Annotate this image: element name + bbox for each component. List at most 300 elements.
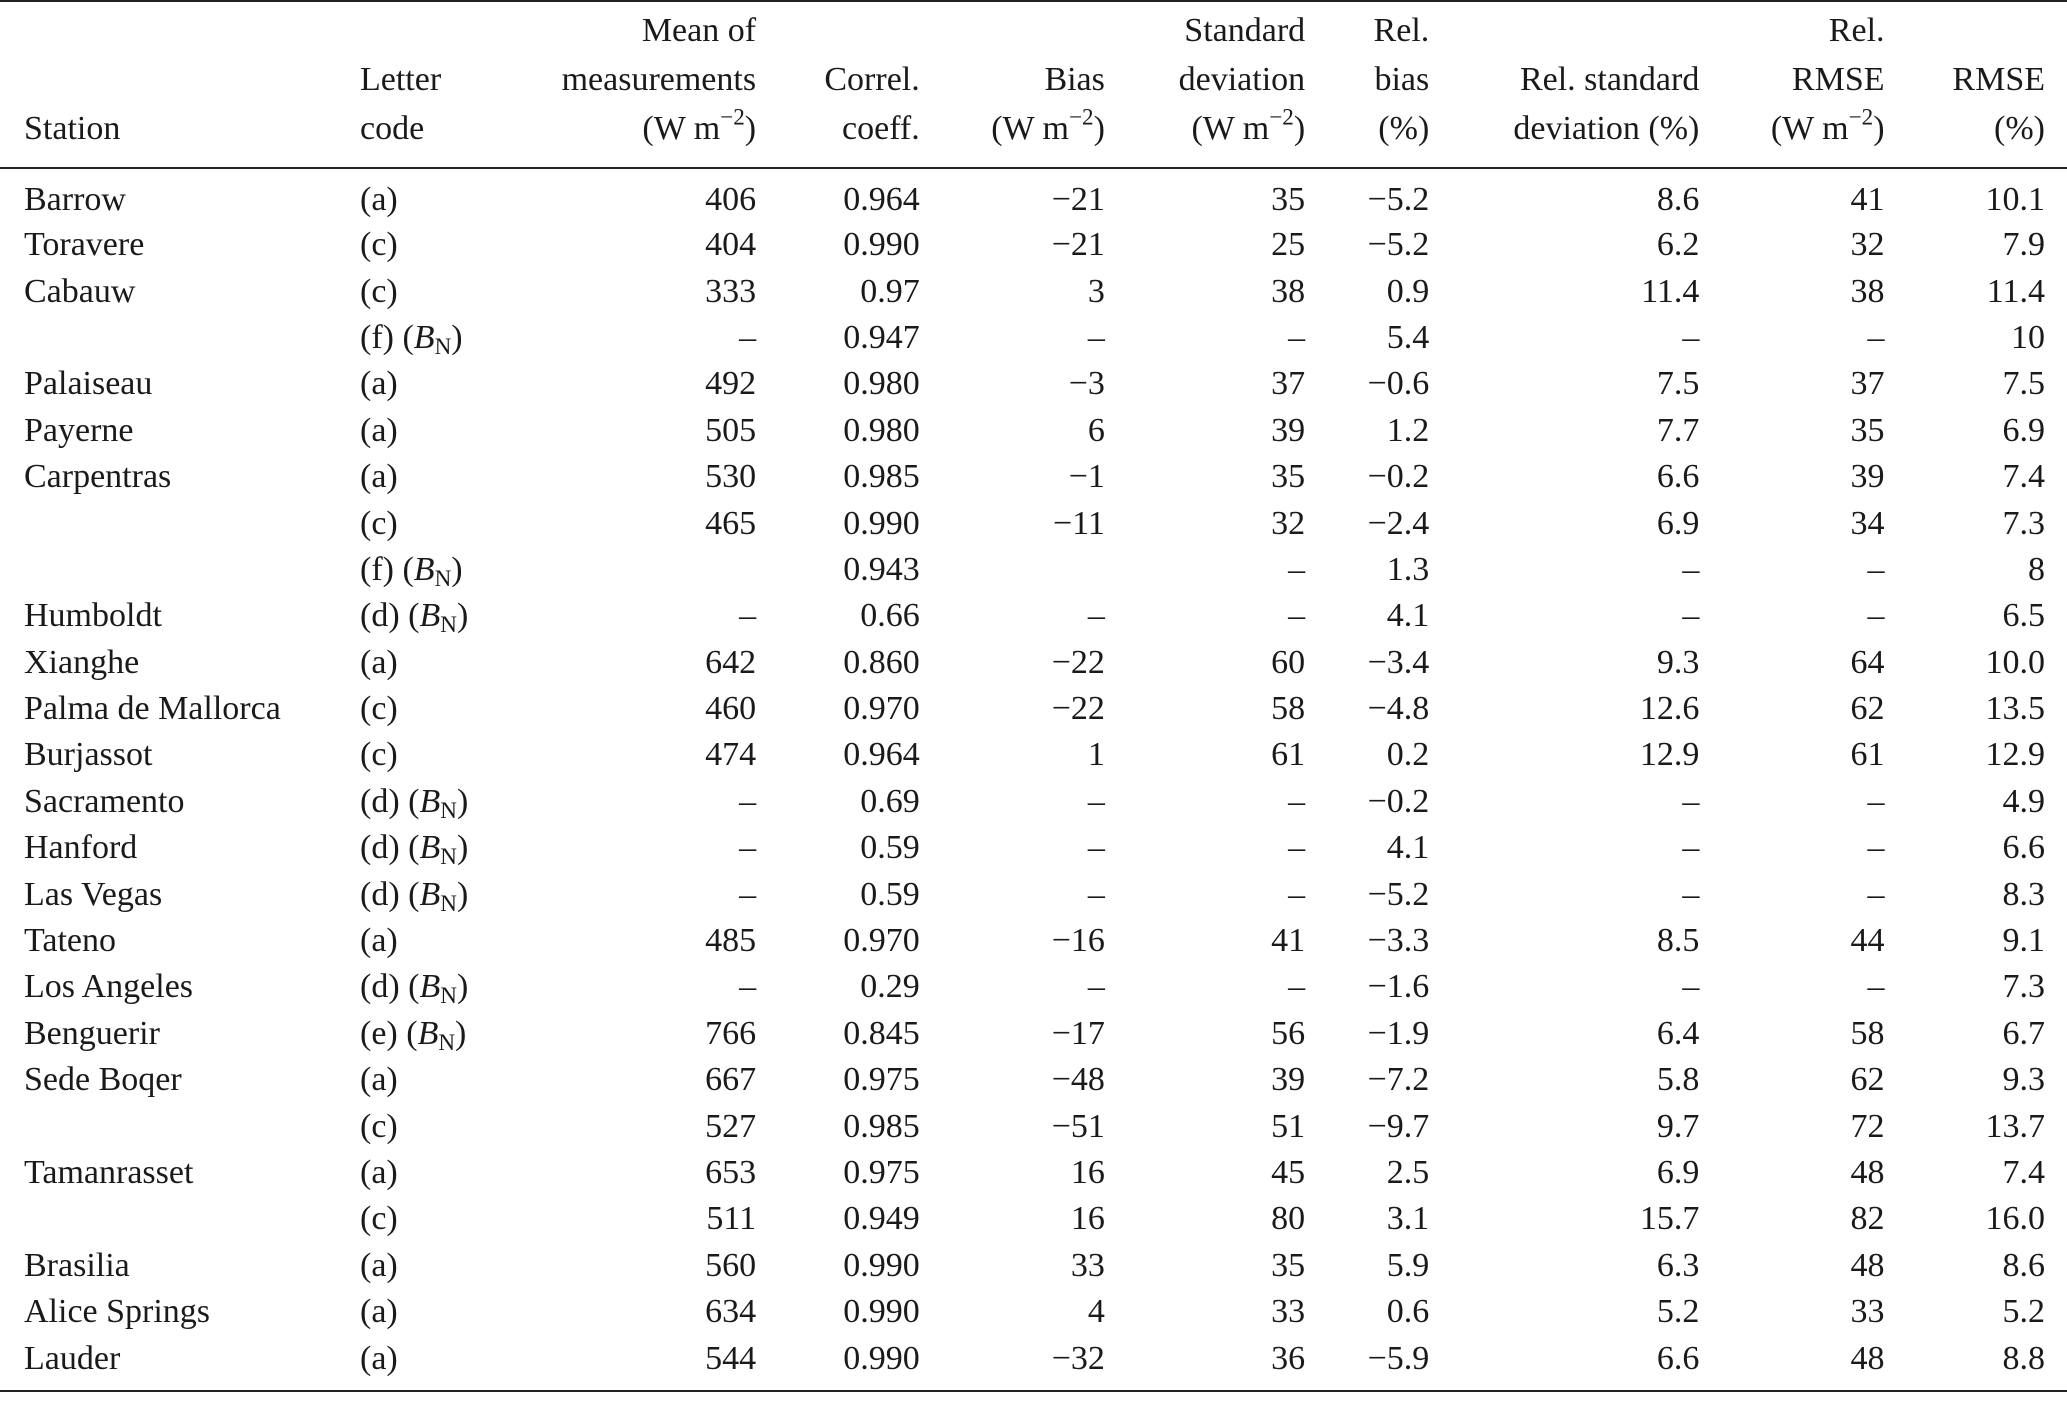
cell-correl: 0.990	[843, 504, 920, 542]
table-row	[0, 1057, 2067, 1103]
cell-station	[0, 1196, 338, 1242]
cell-relsd: 7.7	[1656, 411, 1700, 449]
cell-letter: (a)	[360, 1293, 398, 1331]
cell-mean: 511	[706, 1200, 757, 1238]
column-header-line: Station	[24, 110, 121, 147]
cell-relsd: 8.5	[1656, 922, 1700, 960]
cell-bias: –	[1087, 318, 1105, 356]
cell-station: Los Angeles	[24, 968, 194, 1006]
cell-rmse: 6.6	[2002, 829, 2045, 867]
cell-letter: (a)	[360, 922, 398, 960]
cell-sd: 41	[1271, 922, 1306, 960]
column-header-line: RMSE	[1791, 61, 1885, 98]
cell-rmse: 7.4	[2002, 1154, 2045, 1191]
table-row	[0, 918, 2067, 964]
cell-correl: 0.66	[860, 597, 920, 635]
cell-mean: –	[739, 782, 757, 820]
table-row	[0, 686, 2067, 732]
cell-station: Sacramento	[24, 782, 185, 820]
cell-relbias: −1.6	[1367, 968, 1430, 1006]
cell-letter: (d) $(B_N)$	[360, 782, 469, 824]
table-row	[0, 825, 2067, 871]
cell-sd: –	[1288, 875, 1306, 913]
cell-relbias: −5.2	[1367, 875, 1430, 913]
table-row	[0, 1196, 2067, 1242]
cell-relsd: 6.6	[1656, 458, 1700, 496]
cell-letter: (a)	[360, 1154, 398, 1191]
cell-relbias: −5.2	[1367, 180, 1430, 218]
cell-station: Hanford	[24, 829, 138, 867]
cell-bias: −11	[1052, 504, 1105, 542]
cell-bias: −3	[1068, 365, 1105, 403]
column-header-mean	[498, 1, 778, 168]
column-header-relrmse	[1721, 1, 1906, 168]
cell-correl: 0.943	[843, 550, 920, 588]
cell-letter: (c)	[360, 226, 398, 264]
cell-letter: (c)	[360, 1107, 398, 1145]
cell-relbias: 1.3	[1386, 550, 1430, 588]
cell-relrmse: 58	[1850, 1014, 1885, 1052]
cell-relbias: 0.2	[1386, 736, 1430, 774]
cell-letter: (a)	[360, 1246, 398, 1284]
cell-relbias: −0.2	[1367, 782, 1430, 820]
cell-mean: 460	[705, 690, 757, 728]
table-row	[0, 1243, 2067, 1289]
cell-mean: –	[739, 597, 757, 635]
cell-relbias: −7.2	[1367, 1061, 1430, 1099]
table-row	[0, 964, 2067, 1010]
cell-relbias: −9.7	[1367, 1107, 1430, 1145]
column-header-bias	[942, 1, 1127, 168]
cell-relbias: −3.3	[1367, 922, 1430, 960]
cell-relbias: 5.4	[1386, 318, 1430, 356]
cell-bias: −1	[1068, 458, 1105, 496]
cell-rmse: 10	[2011, 318, 2045, 356]
cell-bias: –	[1087, 597, 1105, 635]
cell-rmse: 9.3	[2002, 1061, 2045, 1099]
cell-relsd: 9.7	[1656, 1107, 1700, 1145]
cell-relrmse: –	[1867, 318, 1885, 356]
column-header-line: deviation	[1178, 61, 1306, 98]
column-header-line: bias	[1374, 61, 1430, 98]
cell-correl: 0.985	[843, 458, 920, 496]
cell-bias: −32	[942, 1335, 1127, 1391]
table-row	[0, 268, 2067, 314]
cell-station: Sede Boqer	[24, 1061, 182, 1099]
cell-rmse: 16.0	[1985, 1200, 2045, 1238]
cell-relbias: 2.5	[1386, 1154, 1430, 1191]
cell-relbias: −0.2	[1367, 458, 1430, 496]
cell-mean: –	[739, 318, 757, 356]
column-header-letter	[338, 1, 498, 168]
cell-mean: 404	[705, 226, 757, 264]
cell-bias: –	[1087, 782, 1105, 820]
cell-sd: 80	[1271, 1200, 1306, 1238]
cell-bias: −22	[1051, 643, 1105, 681]
cell-bias: –	[1087, 829, 1105, 867]
cell-correl: 0.990	[843, 1246, 920, 1284]
column-header-line: Mean of	[641, 12, 757, 49]
cell-rmse: 5.2	[2002, 1293, 2045, 1331]
table-header-row	[0, 1, 2067, 168]
cell-relrmse: 72	[1850, 1107, 1885, 1145]
cell-sd: 35	[1271, 1246, 1306, 1284]
cell-relbias: 4.1	[1386, 597, 1430, 635]
cell-rmse: 9.1	[2002, 922, 2045, 960]
cell-station: Cabauw	[24, 272, 136, 310]
cell-relbias: −1.9	[1367, 1014, 1430, 1052]
cell-bias: −48	[1051, 1061, 1105, 1099]
cell-letter: (a)	[360, 411, 398, 449]
table-row	[0, 454, 2067, 500]
cell-relsd: –	[1682, 597, 1700, 635]
cell-bias: 4	[1087, 1293, 1105, 1331]
cell-relsd: 7.5	[1656, 365, 1700, 403]
cell-relsd: 6.2	[1656, 226, 1700, 264]
cell-bias: −22	[1051, 690, 1105, 728]
cell-rmse: 11.4	[1986, 272, 2045, 310]
cell-station: Lauder	[0, 1335, 338, 1391]
cell-bias: −17	[1051, 1014, 1105, 1052]
cell-letter: (e) $(B_N)$	[360, 1014, 467, 1056]
cell-relsd: –	[1682, 550, 1700, 588]
cell-relsd: 8.6	[1656, 180, 1700, 218]
cell-bias: 16	[1070, 1200, 1105, 1238]
cell-sd: –	[1288, 597, 1306, 635]
cell-mean: 474	[705, 736, 757, 774]
cell-bias: 6	[1087, 411, 1105, 449]
cell-correl: 0.980	[843, 365, 920, 403]
cell-correl: 0.970	[843, 690, 920, 728]
cell-rmse: 12.9	[1985, 736, 2045, 774]
cell-relbias: −3.4	[1367, 643, 1430, 681]
cell-station: Brasilia	[24, 1246, 130, 1284]
column-header-line: (%)	[1994, 110, 2045, 147]
cell-sd: 35	[1271, 180, 1306, 218]
cell-relrmse: –	[1867, 550, 1885, 588]
cell-sd: 61	[1271, 736, 1306, 774]
column-header-line: coeff.	[842, 110, 920, 147]
cell-correl: 0.964	[843, 736, 920, 774]
cell-relbias: 5.9	[1386, 1246, 1430, 1284]
cell-rmse: 8	[2028, 550, 2045, 588]
cell-relsd: 5.8	[1656, 1061, 1700, 1099]
cell-station	[0, 500, 338, 546]
cell-mean: –	[739, 829, 757, 867]
cell-letter: (a)	[360, 180, 398, 218]
cell-mean	[498, 547, 778, 593]
cell-station: Humboldt	[24, 597, 162, 635]
column-header-station	[0, 1, 338, 168]
cell-relrmse: –	[1867, 782, 1885, 820]
cell-mean: 333	[705, 272, 757, 310]
column-header-line: (W $m^{-2}$)	[991, 104, 1105, 147]
cell-relrmse: 62	[1850, 1061, 1885, 1099]
cell-relsd: 12.9	[1639, 736, 1700, 774]
cell-relsd: –	[1682, 968, 1700, 1006]
cell-relsd: 15.7	[1639, 1200, 1700, 1238]
cell-correl: 0.69	[860, 782, 920, 820]
column-header-line: Correl.	[824, 61, 920, 98]
cell-letter: (d) $(B_N)$	[360, 829, 469, 871]
cell-relbias: 0.6	[1386, 1293, 1430, 1331]
cell-sd: –	[1288, 829, 1306, 867]
cell-correl: 0.97	[860, 272, 920, 310]
cell-mean: –	[739, 875, 757, 913]
cell-relrmse: 33	[1850, 1293, 1885, 1331]
cell-relbias: 0.9	[1386, 272, 1430, 310]
cell-letter: (c)	[360, 736, 398, 774]
cell-sd: 39	[1271, 411, 1306, 449]
table-row	[0, 1150, 2067, 1196]
cell-letter: (d) $(B_N)$	[360, 968, 469, 1010]
cell-relrmse: –	[1867, 875, 1885, 913]
cell-bias: –	[1087, 875, 1105, 913]
cell-correl: 0.29	[860, 968, 920, 1006]
cell-correl: 0.980	[843, 411, 920, 449]
column-header-line: (%)	[1378, 110, 1430, 147]
cell-relrmse: 48	[1850, 1154, 1885, 1191]
cell-bias: 16	[1070, 1154, 1105, 1191]
cell-station: Burjassot	[24, 736, 153, 774]
cell-rmse: 8.6	[2002, 1246, 2045, 1284]
column-header-relbias	[1327, 1, 1451, 168]
cell-rmse: 8.8	[1907, 1335, 2067, 1391]
cell-correl: 0.975	[843, 1061, 920, 1099]
cell-sd: –	[1288, 550, 1306, 588]
cell-letter: (c)	[360, 1200, 398, 1238]
cell-relbias: 4.1	[1386, 829, 1430, 867]
cell-bias: 33	[1070, 1246, 1105, 1284]
cell-relrmse: 38	[1850, 272, 1885, 310]
cell-correl: 0.970	[843, 922, 920, 960]
cell-relrmse: 64	[1850, 643, 1885, 681]
cell-letter: (f) $(B_N)$	[360, 550, 463, 592]
cell-relbias: 3.1	[1386, 1200, 1430, 1238]
cell-relsd: –	[1682, 829, 1700, 867]
cell-station: Tamanrasset	[24, 1154, 194, 1191]
cell-rmse: 6.5	[2002, 597, 2045, 635]
cell-sd: 36	[1127, 1335, 1327, 1391]
cell-station: Xianghe	[24, 643, 140, 681]
cell-mean: 766	[705, 1014, 757, 1052]
cell-mean: –	[739, 968, 757, 1006]
column-header-line: code	[360, 110, 425, 147]
cell-bias: −21	[1051, 226, 1105, 264]
table-body	[0, 168, 2067, 1391]
cell-relrmse: 39	[1850, 458, 1885, 496]
cell-letter: (c)	[360, 272, 398, 310]
cell-letter: (d) $(B_N)$	[360, 597, 469, 639]
cell-station: Palaiseau	[24, 365, 153, 403]
cell-mean: 560	[705, 1246, 757, 1284]
cell-rmse: 6.9	[2002, 411, 2045, 449]
column-header-line: Rel.	[1828, 12, 1885, 49]
column-header-line: RMSE	[1952, 61, 2045, 98]
cell-relrmse: 82	[1850, 1200, 1885, 1238]
table-row	[0, 779, 2067, 825]
table-row	[0, 315, 2067, 361]
cell-rmse: 10.0	[1985, 643, 2045, 681]
table-row	[0, 640, 2067, 686]
cell-relsd: 6.6	[1451, 1335, 1721, 1391]
cell-mean: 406	[705, 180, 757, 218]
cell-relbias: −4.8	[1367, 690, 1430, 728]
cell-sd: 39	[1271, 1061, 1306, 1099]
cell-station: Barrow	[24, 180, 126, 218]
cell-bias: −21	[1051, 180, 1105, 218]
table-row	[0, 500, 2067, 546]
table-row	[0, 547, 2067, 593]
cell-relbias: 1.2	[1386, 411, 1430, 449]
cell-bias: −16	[1051, 922, 1105, 960]
cell-letter: (a)	[360, 365, 398, 403]
cell-mean: 505	[705, 411, 757, 449]
cell-rmse: 13.5	[1985, 690, 2045, 728]
cell-mean: 667	[705, 1061, 757, 1099]
cell-letter: (a)	[360, 1061, 398, 1099]
column-header-line: deviation (%)	[1513, 110, 1700, 147]
cell-letter: (c)	[360, 504, 398, 542]
cell-relsd: 6.9	[1656, 504, 1700, 542]
table-row	[0, 222, 2067, 268]
table-row	[0, 732, 2067, 778]
cell-station: Toravere	[24, 226, 145, 264]
table-row	[0, 871, 2067, 917]
cell-mean: 485	[705, 922, 757, 960]
cell-rmse: 8.3	[2002, 875, 2045, 913]
cell-rmse: 6.7	[2002, 1014, 2045, 1052]
cell-rmse: 4.9	[2002, 782, 2045, 820]
cell-sd: 56	[1271, 1014, 1306, 1052]
cell-letter: (a)	[338, 1335, 498, 1391]
column-header-sd	[1127, 1, 1327, 168]
cell-mean: 642	[705, 643, 757, 681]
cell-correl: 0.990	[843, 1293, 920, 1331]
column-header-line: (W $m^{-2}$)	[1770, 104, 1885, 147]
table-row	[0, 1289, 2067, 1335]
cell-rmse: 10.1	[1985, 180, 2045, 218]
column-header-line: (W $m^{-2}$)	[1191, 104, 1306, 147]
cell-relsd: 9.3	[1656, 643, 1700, 681]
cell-relsd: 12.6	[1639, 690, 1700, 728]
cell-bias: 3	[1087, 272, 1105, 310]
cell-correl: 0.964	[843, 180, 920, 218]
column-header-line: Letter	[360, 61, 442, 98]
cell-correl: 0.947	[843, 318, 920, 356]
cell-bias: –	[1087, 968, 1105, 1006]
table-row	[0, 1103, 2067, 1149]
column-header-line: Rel.	[1373, 12, 1430, 49]
cell-station	[0, 315, 338, 361]
column-header-rmse	[1907, 1, 2067, 168]
cell-sd: 60	[1271, 643, 1306, 681]
cell-rmse: 13.7	[1985, 1107, 2045, 1145]
cell-station: Las Vegas	[24, 875, 163, 913]
cell-station	[0, 547, 338, 593]
table-row	[0, 1335, 2067, 1391]
table-row	[0, 408, 2067, 454]
cell-letter: (d) $(B_N)$	[360, 875, 469, 917]
cell-letter: (a)	[360, 458, 398, 496]
cell-bias	[942, 547, 1127, 593]
cell-relsd: 6.4	[1656, 1014, 1700, 1052]
cell-relrmse: –	[1867, 968, 1885, 1006]
column-header-line: Bias	[1044, 61, 1105, 98]
table-row	[0, 361, 2067, 407]
cell-mean: 527	[705, 1107, 757, 1145]
cell-relbias: −5.9	[1327, 1335, 1451, 1391]
cell-sd: –	[1288, 318, 1306, 356]
cell-relsd: –	[1682, 782, 1700, 820]
cell-correl: 0.949	[843, 1200, 920, 1238]
cell-rmse: 7.9	[2002, 226, 2045, 264]
cell-sd: 38	[1271, 272, 1306, 310]
cell-sd: 45	[1271, 1154, 1306, 1191]
cell-station: Benguerir	[24, 1014, 160, 1052]
cell-letter: (f) $(B_N)$	[360, 318, 463, 360]
cell-mean: 465	[705, 504, 757, 542]
column-header-correl	[778, 1, 942, 168]
cell-mean: 530	[705, 458, 757, 496]
cell-relrmse: 41	[1850, 180, 1885, 218]
cell-station: Payerne	[24, 411, 134, 449]
cell-bias: −51	[1051, 1107, 1105, 1145]
cell-relrmse: 37	[1850, 365, 1885, 403]
cell-correl: 0.975	[843, 1154, 920, 1191]
cell-sd: –	[1288, 968, 1306, 1006]
cell-station: Carpentras	[24, 458, 172, 496]
cell-sd: 37	[1271, 365, 1306, 403]
cell-relsd: 11.4	[1641, 272, 1700, 310]
cell-relrmse: –	[1867, 829, 1885, 867]
cell-sd: 35	[1271, 458, 1306, 496]
cell-relsd: –	[1682, 318, 1700, 356]
cell-relrmse: 48	[1850, 1246, 1885, 1284]
cell-rmse: 7.3	[2002, 968, 2045, 1006]
cell-relsd: 6.9	[1656, 1154, 1700, 1191]
cell-relbias: −5.2	[1367, 226, 1430, 264]
cell-relrmse: 34	[1850, 504, 1885, 542]
column-header-line: Standard	[1184, 12, 1306, 49]
cell-station: Palma de Mallorca	[24, 690, 281, 728]
cell-relrmse: –	[1867, 597, 1885, 635]
cell-letter: (c)	[360, 690, 398, 728]
column-header-line: Rel. standard	[1519, 61, 1700, 98]
cell-relrmse: 48	[1721, 1335, 1906, 1391]
cell-letter: (a)	[360, 643, 398, 681]
cell-sd: 25	[1271, 226, 1306, 264]
cell-rmse: 7.3	[2002, 504, 2045, 542]
cell-correl: 0.59	[860, 829, 920, 867]
cell-bias: 1	[1087, 736, 1105, 774]
cell-correl: 0.990	[843, 226, 920, 264]
cell-correl: 0.845	[843, 1014, 920, 1052]
cell-sd: 58	[1271, 690, 1306, 728]
cell-relbias: −0.6	[1367, 365, 1430, 403]
cell-correl: 0.990	[778, 1335, 942, 1391]
cell-relbias: −2.4	[1367, 504, 1430, 542]
cell-relrmse: 62	[1850, 690, 1885, 728]
cell-mean: 492	[705, 365, 757, 403]
cell-relsd: 5.2	[1656, 1293, 1700, 1331]
cell-sd: –	[1288, 782, 1306, 820]
cell-sd: 32	[1271, 504, 1306, 542]
cell-relrmse: 32	[1850, 226, 1885, 264]
cell-station: Tateno	[24, 922, 117, 960]
column-header-line: measurements	[561, 61, 757, 98]
cell-relrmse: 35	[1850, 411, 1885, 449]
